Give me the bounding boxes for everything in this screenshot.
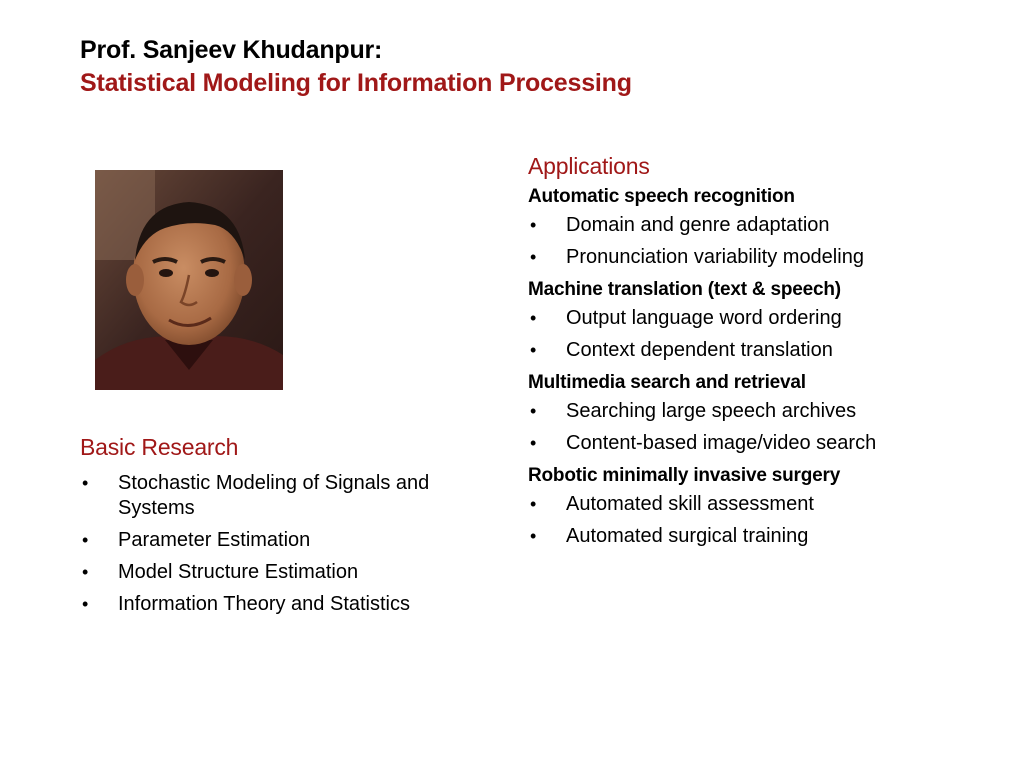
list-item-text: Output language word ordering <box>566 307 842 329</box>
list-item <box>528 431 998 456</box>
list-item-text: Information Theory and Statistics <box>118 593 410 615</box>
list-item <box>528 524 998 549</box>
list-item <box>80 471 480 521</box>
list-item-text: Automated surgical training <box>566 525 809 547</box>
application-group-list <box>528 399 998 456</box>
list-item <box>528 399 998 424</box>
list-item-text: Pronunciation variability modeling <box>566 246 864 268</box>
bullet-icon: • <box>82 530 89 550</box>
list-item-text: Context dependent translation <box>566 339 833 361</box>
title-block <box>80 34 632 99</box>
applications-heading: Applications <box>528 153 650 179</box>
bullet-icon: • <box>530 308 537 328</box>
application-group-title: Machine translation (text & speech) <box>528 279 841 300</box>
bullet-icon: • <box>82 594 89 614</box>
bullet-icon: • <box>530 433 537 453</box>
bullet-icon: • <box>82 473 89 493</box>
applications-section <box>528 153 998 556</box>
list-item <box>528 338 998 363</box>
list-item-text: Model Structure Estimation <box>118 561 359 583</box>
list-item <box>80 528 480 553</box>
application-group-list <box>528 213 998 270</box>
bullet-icon: • <box>530 401 537 421</box>
bullet-icon: • <box>530 526 537 546</box>
list-item-text: Domain and genre adaptation <box>566 214 830 236</box>
list-item-text: Automated skill assessment <box>566 493 814 515</box>
list-item <box>80 560 480 585</box>
list-item <box>528 213 998 238</box>
list-item <box>528 306 998 331</box>
list-item <box>528 245 998 270</box>
list-item <box>528 492 998 517</box>
title-topic: Statistical Modeling for Information Processing <box>80 69 632 97</box>
bullet-icon: • <box>530 494 537 514</box>
portrait-photo <box>95 170 283 390</box>
application-group-title: Automatic speech recognition <box>528 186 795 207</box>
list-item-text: Content-based image/video search <box>566 432 877 454</box>
bullet-icon: • <box>530 340 537 360</box>
application-group-list <box>528 306 998 363</box>
title-name: Prof. Sanjeev Khudanpur: <box>80 36 383 64</box>
bullet-icon: • <box>530 215 537 235</box>
list-item-text: Stochastic Modeling of Signals and Systems <box>118 472 430 519</box>
list-item-text: Parameter Estimation <box>118 529 311 551</box>
basic-research-section <box>80 434 480 624</box>
list-item-text: Searching large speech archives <box>566 400 857 422</box>
application-group-title: Multimedia search and retrieval <box>528 372 806 393</box>
basic-research-heading: Basic Research <box>80 434 239 460</box>
bullet-icon: • <box>530 247 537 267</box>
bullet-icon: • <box>82 562 89 582</box>
basic-research-list <box>80 471 480 617</box>
application-group-list <box>528 492 998 549</box>
application-group-title: Robotic minimally invasive surgery <box>528 465 841 486</box>
list-item <box>80 592 480 617</box>
